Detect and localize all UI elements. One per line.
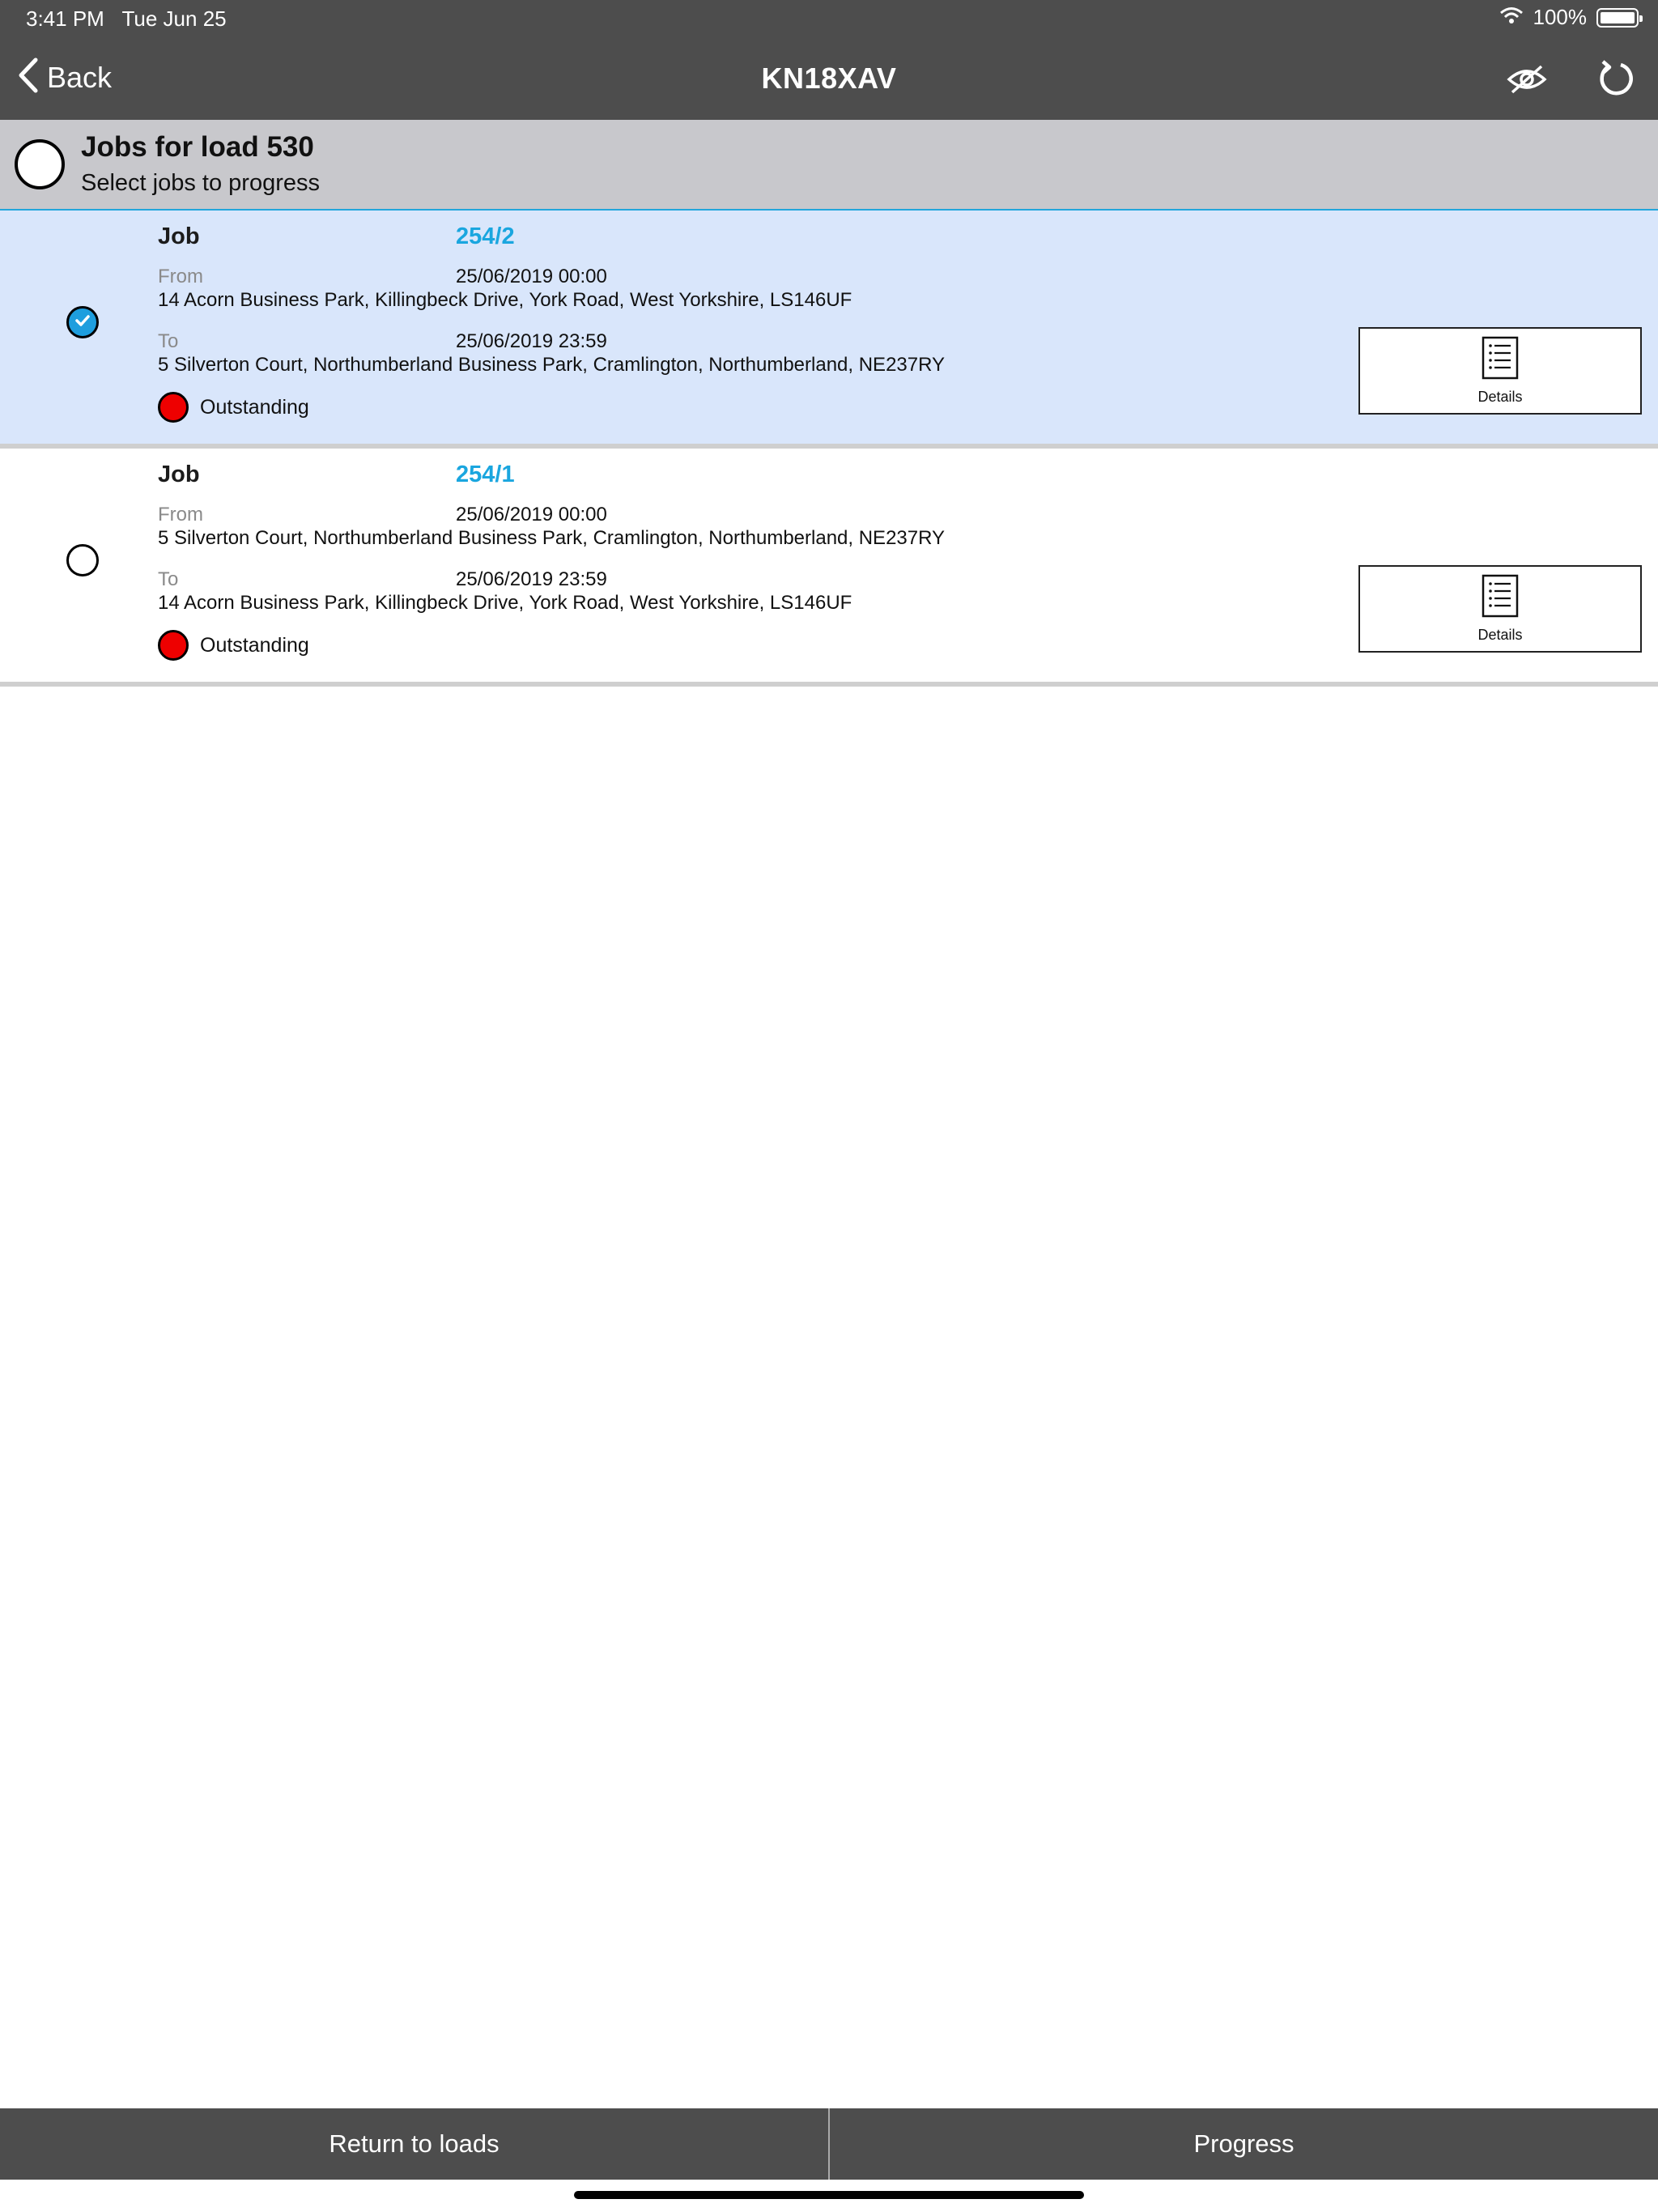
from-address: 14 Acorn Business Park, Killingbeck Drive, York Road, West Yorkshire, LS146UF [158,289,852,311]
job-select-radio[interactable] [66,544,99,576]
status-bar [0,0,1658,39]
battery-percent: 100% [1533,5,1587,29]
home-indicator[interactable] [574,2191,1084,2199]
status-text: Outstanding [200,395,309,419]
battery-icon [1596,8,1639,28]
job-label: Job [158,462,200,487]
job-row[interactable] [0,449,1658,687]
details-button[interactable] [1358,327,1642,415]
details-label: Details [1477,389,1523,405]
from-datetime: 25/06/2019 00:00 [456,266,607,287]
status-time [26,6,227,32]
job-number: 254/2 [456,223,515,249]
to-label: To [158,568,179,590]
checkmark-icon [74,312,91,334]
job-number: 254/1 [456,462,515,487]
nav-bar [0,39,1658,120]
job-label: Job [158,223,200,249]
status-date-text: Tue Jun 25 [121,6,227,31]
status-indicator [158,392,309,423]
status-dot-icon [158,392,189,423]
status-dot-icon [158,630,189,661]
to-address: 5 Silverton Court, Northumberland Business Park, Cramlington, Northumberland, NE237RY [158,354,946,376]
header-title: Jobs for load 530 [81,131,314,163]
status-right [1499,5,1639,30]
list-document-icon [1482,336,1519,384]
job-select-radio[interactable] [66,306,99,338]
status-indicator [158,630,309,661]
status-time-text: 3:41 PM [26,6,104,31]
to-address: 14 Acorn Business Park, Killingbeck Drive, York Road, West Yorkshire, LS146UF [158,592,852,614]
to-datetime: 25/06/2019 23:59 [456,568,607,590]
to-datetime: 25/06/2019 23:59 [456,330,607,352]
refresh-icon[interactable] [1590,53,1642,105]
details-label: Details [1477,627,1523,643]
to-label: To [158,330,179,352]
header-subtitle: Select jobs to progress [81,170,320,196]
select-all-radio[interactable] [15,139,65,189]
bottom-toolbar [0,2108,1658,2180]
list-header [0,120,1658,211]
return-to-loads-button[interactable]: Return to loads [329,2129,500,2158]
eye-hidden-icon[interactable] [1501,53,1553,105]
list-document-icon [1482,574,1519,622]
details-button[interactable] [1358,565,1642,653]
from-datetime: 25/06/2019 00:00 [456,504,607,525]
status-text: Outstanding [200,633,309,657]
progress-button[interactable]: Progress [1193,2129,1295,2158]
job-row[interactable] [0,211,1658,449]
back-label: Back [47,60,113,94]
from-label: From [158,504,203,525]
from-label: From [158,266,203,287]
from-address: 5 Silverton Court, Northumberland Business Park, Cramlington, Northumberland, NE237RY [158,527,946,549]
page-title: KN18XAV [761,62,897,95]
wifi-icon [1499,5,1524,30]
